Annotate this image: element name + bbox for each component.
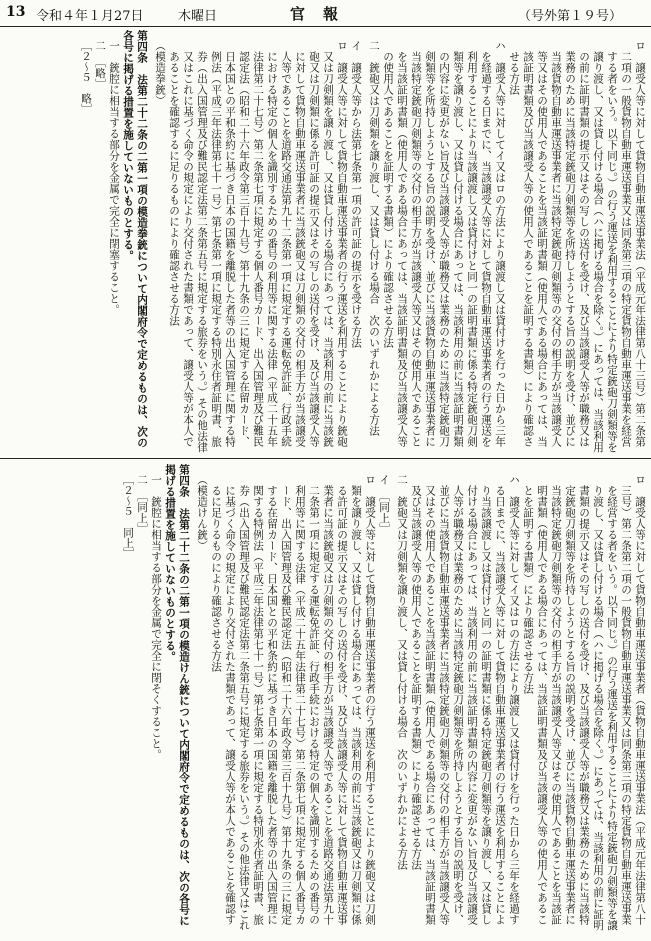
- gazette-title: 官報: [290, 5, 357, 23]
- article-item-2: 二 ［同上］: [136, 474, 148, 535]
- item-i: イ 譲受人等から法第七条第一項の許可証の提示を受ける方法: [350, 40, 362, 348]
- item-ro-sub: ロ 譲受人等に対して貨物自動車運送事業者の行う運送を利用することにより銃砲又は刀剣類を譲り渡し、又は貸し付ける場合にあっては、当該利用の前に当該銃砲又は刀剣類に係る許可証の提示又はその写しの送付を受け、及び当該譲受人等に対して貨物自動車運送事業者に当該銃砲又は刀剣類の交付の相手方が当該譲受人等であることを道路交通法第九十二条第一項に規定する運転免許証、行政手続における特定の個人を識別するための番号の利用等に関する法律（平成二十五年法律第二十七号）第二条第七項に規定する個人番号カード、出入国管理及び難民認定法（昭和二十六年政令第三百十九号）第十九条の三に規定する在留カード、日本国との平和条約に基づき日本の国籍を離脱した者等の出入国管理に関する特例法（平成三年法律第七十一号）第七条第一項に規定する特別永住者証明書、旅券（出入国管理及び難民認定法第二条第五号に規定する旅券をいう。）その他法律又はこれに基づく命令の規定により交付された書類であって、譲受人等が本人であることを確認するに足りるものにより確認させる方法: [210, 474, 376, 931]
- article-item-2: 二 ［略］: [94, 40, 106, 90]
- article-4: 第四条 法第二十二条の二第一項の模造けん銃について内閣府令で定めるものは、次の各号に掲げる措置を施していないものとする。: [164, 464, 190, 926]
- item-ro-sub: ロ 譲受人等に対して貨物自動車運送事業者の行う運送を利用することにより銃砲又は刀剣類を譲り渡し、又は貸し付ける場合にあっては、当該利用の前に当該銃砲又は刀剣類に係る許可証の提示又はその写しの送付を受け、及び当該譲受人等に対して貨物自動車運送事業者に当該銃砲又は刀剣類の交付の相手方が当該譲受人等であることを道路交通法第九十二条第一項に規定する運転免許証、行政手続における特定の個人を識別するための番号の利用等に関する法律（平成二十五年法律第二十七号）第二条第七項に規定する個人番号カード、出入国管理及び難民認定法（昭和二十六年政令第三百十九号）第十九条の三に規定する在留カード、日本国との平和条約に基づき日本の国籍を離脱した者等の出入国管理に関する特例法（平成三年法律第七十一号）第七条第一項に規定する特別永住者証明書、旅券（出入国管理及び難民認定法第二条第五号に規定する旅券をいう。）その他法律又はこれに基づく命令の規定により交付された書類であって、譲受人等が本人であることを確認するに足りるものにより確認させる方法: [168, 40, 348, 453]
- amended-text-body: [79, 30, 647, 455]
- item-i: イ ［同上］: [378, 474, 390, 535]
- page-number: 13: [6, 4, 26, 20]
- item-ro: ロ 譲受人等に対して貨物自動車運送事業法（平成元年法律第八十三号）第二条第二項の一般貨物自動車運送事業又は同条第三項の特定貨物自動車運送事業を経営する者をいう。以下同じ。）の行う運送を利用することにより特定銃砲刀剣類等を譲り渡し、又は貸し付ける場合（ハに掲げる場合を除く。）にあっては、当該利用の前に証明書類の提示又はその写しの送付を受け、及び当該譲受人等が職務又は業務のために当該特定銃砲刀剣類等を所持しようとする旨の説明を受け、並びに当該貨物自動車運送事業者に当該特定銃砲刀剣類等の交付の相手方が当該譲受人等又はその使用人であることを当該証明書類（使用人である場合にあっては、当該証明書類及び当該譲受人等の使用人であることを証明する書類）により確認させる方法: [508, 40, 646, 453]
- page-header: [0, 0, 651, 27]
- article-caption: （模造拳銃）: [154, 40, 166, 106]
- item-ni: 二 銃砲又は刀剣類を譲り渡し、又は貸し付ける場合 次のいずれかによる方法: [368, 40, 380, 436]
- article-4: 第四条 法第二十二条の二第一項の模造拳銃について内閣府令で定めるものは、次の各号に掲げる措置を施していないものとする。: [122, 30, 148, 448]
- article-caption: （模造けん銃）: [196, 474, 208, 551]
- article-item-1: 一 銃腔に相当する部分を金属で完全に閉そくすること。: [150, 474, 162, 760]
- paragraph-range-note: ［２〜５ 同上］: [122, 474, 134, 559]
- issue-date: 令和４年１月27日: [36, 9, 144, 24]
- section-divider: [0, 458, 651, 459]
- item-ro: ロ 譲受人等に対して貨物自動車運送事業者（貨物自動車運送事業法（平成元年法律第八十三号）第二条第二項の一般貨物自動車運送事業又は同条第三項の特定貨物自動車運送事業を経営する者をいう。以下同じ。）の行う運送を利用することにより特定銃砲刀剣類等を譲り渡し、又は貸し付ける場合（ハに掲げる場合を除く。）にあっては、当該利用の前に証明書類の提示又はその写しの送付を受け、及び当該譲受人等が職務又は業務のために当該特定銃砲刀剣類等を所持しようとする旨の説明を受け、並びに当該貨物自動車運送事業者に当該特定銃砲刀剣類等の交付の相手方が当該譲受人等又はその使用人であることを当該証明書類（使用人である場合にあっては、当該証明書類及び当該譲受人等の使用人であることを証明する書類）により確認させる方法: [522, 474, 646, 931]
- article-item-1: 一 銃腔に相当する部分を金属で完全に閉塞すること。: [108, 40, 120, 315]
- item-ni: 二 銃砲又は刀剣類を譲り渡し、又は貸し付ける場合 次のいずれかによる方法: [396, 474, 408, 870]
- item-ha: ハ 譲受人等に対してイ又はロの方法により譲渡し又は貸付けを行った日から三年を経過する日までに、当該譲受人等に対して貨物自動車運送事業者の行う運送を利用することにより当該譲渡し又は貸付けと同一の証明書類に係る特定銃砲刀剣類等を譲り渡し、又は貸し付ける場合にあっては、当該利用の前に当該証明書類の内容に変更がない旨及び当該譲受人等が職務又は業務のために当該特定銃砲刀剣類等を所持しようとする旨の説明を受け、並びに当該貨物自動車運送事業者に当該特定銃砲刀剣類等の交付の相手方が当該譲受人等又はその使用人であることを当該証明書類（使用人である場合にあっては、当該証明書類及び当該譲受人等の使用人であることを証明する書類）により確認させる方法: [410, 474, 520, 925]
- amended-text-section: [0, 30, 651, 455]
- original-text-body: [121, 464, 647, 934]
- original-text-section: [0, 464, 651, 934]
- paragraph-range-note: ［２〜５ 略］: [80, 40, 92, 115]
- item-ha: ハ 譲受人等に対してイ又はロの方法により譲渡し又は貸付けを行った日から三年を経過する日までに、当該譲受人等に対して貨物自動車運送事業者の行う運送を利用することにより当該譲渡し又は貸付けと同一の証明書類に係る特定銃砲刀剣類等を譲り渡し、又は貸し付ける場合にあっては、当該利用の前に当該証明書類の内容に変更がない旨及び当該譲受人等が職務又は業務のために当該特定銃砲刀剣類等を所持しようとする旨の説明を受け、並びに当該貨物自動車運送事業者に当該特定銃砲刀剣類等の交付の相手方が当該譲受人等又はその使用人であることを当該証明書類（使用人である場合にあっては、当該証明書類及び当該譲受人等の使用人であることを証明する書類）により確認させる方法: [382, 40, 506, 447]
- issue-number: （号外第１９号）: [518, 9, 623, 24]
- weekday: 木曜日: [178, 9, 218, 24]
